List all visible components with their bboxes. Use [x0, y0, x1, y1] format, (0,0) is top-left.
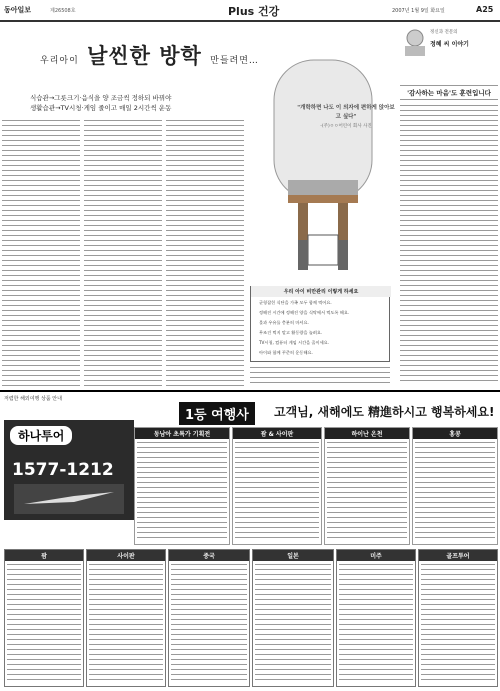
opinion-column	[400, 25, 498, 385]
headline-suffix: 만들려면…	[210, 56, 259, 66]
subhead: 식습관→그릇크기·음식을 양 조금씩 정하되 바꿔야	[30, 94, 172, 102]
ad-bottom-panel[interactable]	[4, 549, 84, 687]
ad-bottom-title: 중국	[169, 550, 249, 561]
tip-item: 무조건 먹지 말고 활동량을 늘려요.	[259, 330, 323, 335]
ad-panel-body	[235, 440, 319, 542]
ad-bottom-title: 미주	[337, 550, 415, 561]
ad-bottom-title: 골프투어	[419, 550, 497, 561]
author-portrait	[402, 27, 428, 57]
article-body-column-3	[166, 118, 244, 386]
section-title: Plus 건강	[228, 5, 280, 18]
tip-item: 물과 우유를 충분히 마셔요.	[259, 320, 309, 325]
article-subheads	[30, 93, 230, 113]
issue-date: 2007년 1월 9일 화요일	[392, 8, 445, 14]
ad-bottom-panel[interactable]	[86, 549, 166, 687]
ad-bottom-body	[89, 562, 163, 684]
ad-bottom-body	[339, 562, 413, 684]
column-author: 정혜 씨 이야기	[430, 41, 469, 48]
page-number: A25	[476, 5, 494, 14]
tips-title: 우리 아이 비만관리 이렇게 하세요	[251, 286, 391, 297]
ad-panel-body	[327, 440, 407, 542]
headline-main: 날씬한 방학	[87, 43, 202, 68]
ad-panel-body	[137, 440, 227, 542]
ad-bottom-body	[421, 562, 495, 684]
ad-panel-body	[415, 440, 495, 542]
headline-prefix: 우리아이	[40, 56, 79, 66]
ad-bottom-panel[interactable]	[336, 549, 416, 687]
illustration-quote	[296, 104, 396, 131]
article-body-column-2	[84, 118, 162, 386]
travel-advertisement	[0, 390, 500, 691]
ad-bottom-title: 괌	[5, 550, 83, 561]
child-chair-illustration	[268, 40, 378, 280]
hanatour-brand-box	[4, 420, 134, 520]
ad-big-label: 1등 여행사	[179, 402, 255, 425]
ad-panel[interactable]	[324, 427, 410, 545]
column-body	[400, 103, 498, 383]
article-body-column-4	[250, 365, 390, 387]
ad-top-line: 저렴한 해외여행 상품 안내	[4, 396, 62, 402]
ad-panel-grid	[134, 427, 498, 547]
ad-panel[interactable]	[232, 427, 322, 545]
issue-number: 제26508호	[50, 8, 76, 14]
column-byline: 정신과 전문의	[430, 30, 458, 35]
ad-bottom-body	[171, 562, 247, 684]
ad-bottom-panel[interactable]	[252, 549, 334, 687]
brand-phone[interactable]: 1577-1212	[12, 460, 114, 480]
obesity-tips-box	[250, 286, 390, 362]
ad-slogan: 고객님, 새해에도 精進하시고 행복하세요!	[274, 405, 495, 419]
ad-banner	[134, 397, 500, 425]
newspaper-name: 동아일보	[4, 6, 32, 14]
tip-item: 정해진 시간에 정해진 양을 식탁에서 먹도록 해요.	[259, 310, 350, 315]
ad-bottom-title: 사이판	[87, 550, 165, 561]
column-title: '감사하는 마음'도 훈련입니다	[400, 85, 498, 100]
article-headline	[40, 40, 259, 70]
ad-panel-title: 동남아 초특가 기획전	[135, 428, 229, 439]
ad-bottom-panel[interactable]	[168, 549, 250, 687]
ad-bottom-panel[interactable]	[418, 549, 498, 687]
ad-panel-title: 홍콩	[413, 428, 497, 439]
ad-panel[interactable]	[134, 427, 230, 545]
ad-panel-title: 하이난 온천	[325, 428, 409, 439]
ad-bottom-body	[255, 562, 331, 684]
subhead: 생활습관→TV시청·게임 줄이고 매일 2시간씩 운동	[30, 104, 172, 112]
brand-logo: 하나투어	[10, 426, 72, 445]
tip-item: 균형잡힌 식단을 가족 모두 함께 먹어요.	[259, 300, 332, 305]
ad-bottom-grid	[4, 549, 498, 689]
ad-bottom-title: 일본	[253, 550, 333, 561]
plane-icon	[14, 484, 124, 514]
tip-item: TV시청, 컴퓨터 게임 시간을 줄이세요.	[259, 340, 330, 345]
article-body-column-1	[2, 118, 80, 386]
quote-source: -(주)ㅇㅇ어린이 회사 사진	[320, 124, 372, 129]
page-header	[0, 0, 500, 22]
tip-item: 아이와 함께 꾸준히 운동해요.	[259, 350, 313, 355]
ad-panel-title: 괌 & 사이판	[233, 428, 321, 439]
ad-bottom-body	[7, 562, 81, 684]
ad-panel[interactable]	[412, 427, 498, 545]
quote-text: "개학하면 나도 이 의자에 편하게 앉아보고 싶다"	[297, 105, 395, 120]
